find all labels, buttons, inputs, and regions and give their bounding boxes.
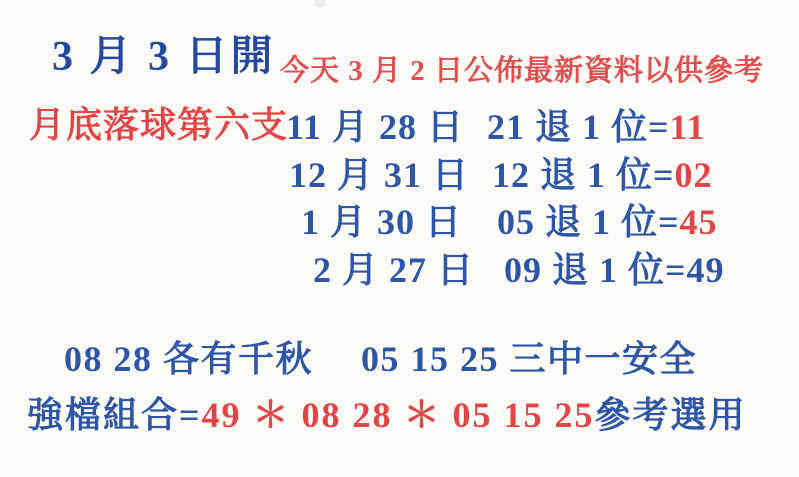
draw-result-row4: 49 bbox=[686, 250, 725, 290]
combo-prefix: 強檔組合= bbox=[27, 395, 202, 435]
announcement-subtitle: 今天 3 月 2 日公佈最新資料以供參考 bbox=[280, 55, 765, 87]
formula-text: 09 退 1 位= bbox=[504, 250, 687, 290]
formula-text: 05 退 1 位= bbox=[497, 202, 680, 242]
draw-formula-row2 bbox=[492, 155, 713, 196]
formula-text: 21 退 1 位= bbox=[487, 107, 670, 147]
draw-date-row1: 11 月 28 日 bbox=[286, 107, 465, 147]
draw-date-row3: 1 月 30 日 bbox=[301, 202, 463, 242]
draw-formula-row3 bbox=[497, 202, 718, 243]
combo-suffix: 參考選用 bbox=[594, 395, 747, 435]
formula-text: 12 退 1 位= bbox=[492, 155, 675, 195]
draw-formula-row1 bbox=[487, 107, 706, 148]
recommendation-line1: 08 28 各有千秋 05 15 25 三中一安全 bbox=[64, 339, 698, 379]
draw-result-row3: 45 bbox=[679, 202, 718, 242]
recommendation-line2 bbox=[27, 395, 747, 436]
scan-smudge-artifact bbox=[314, 0, 326, 7]
draw-result-row2: 02 bbox=[674, 155, 713, 195]
page-title: 3 月 3 日開 bbox=[52, 34, 276, 80]
history-label: 月底落球第六支 bbox=[29, 105, 289, 145]
draw-formula-row4 bbox=[504, 250, 725, 291]
draw-date-row2: 12 月 31 日 bbox=[289, 155, 470, 195]
draw-result-row1: 11 bbox=[669, 107, 706, 147]
draw-date-row4: 2 月 27 日 bbox=[313, 250, 475, 290]
combo-numbers: 49 ＊ 08 28 ＊ 05 15 25 bbox=[201, 395, 595, 435]
